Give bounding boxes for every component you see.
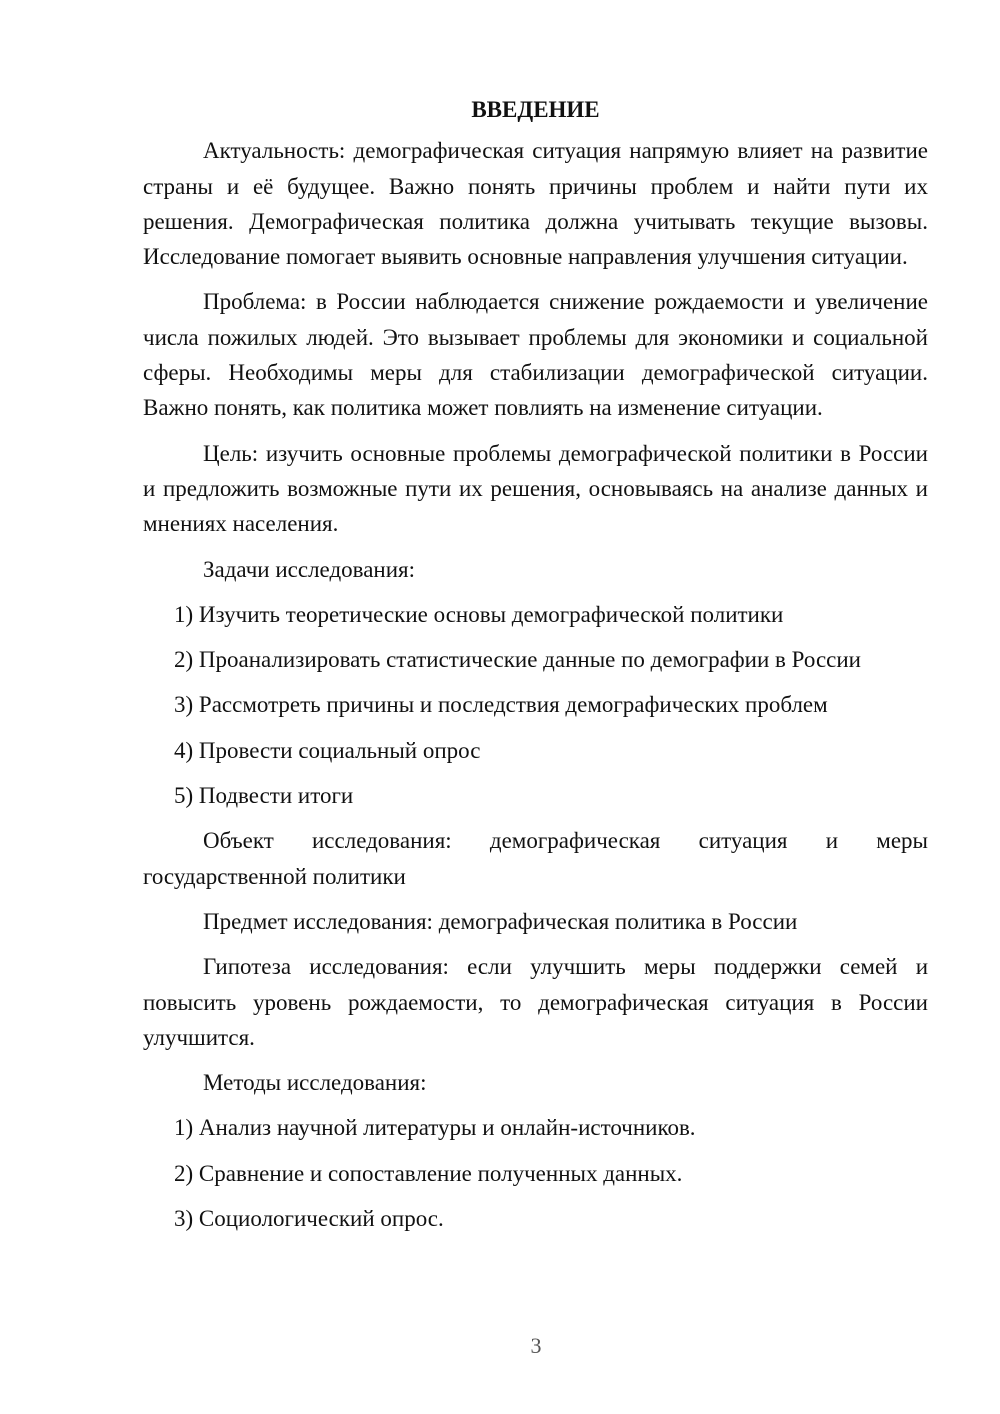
task-item: 4) Провести социальный опрос	[174, 737, 481, 763]
relevance-paragraph: Актуальность: демографическая ситуация напрямую влияет на развитие страны и её будущее. Важно понять причины проблем и найти пути их решения. Демографическая политика должна учитывать текущие вызовы. Исследование помогает выявить основные направления улучшения ситуации.	[143, 138, 928, 270]
methods-heading: Методы исследования:	[203, 1070, 427, 1096]
method-item: 3) Социологический опрос.	[174, 1206, 444, 1232]
object-paragraph: Объект исследования: демографическая ситуация и меры государственной политики	[143, 828, 928, 889]
task-item: 3) Рассмотреть причины и последствия демографических проблем	[174, 692, 828, 718]
hypothesis-paragraph: Гипотеза исследования: если улучшить меры поддержки семей и повысить уровень рождаемости, то демографическая ситуация в России улучшится.	[143, 954, 928, 1050]
task-item: 5) Подвести итоги	[174, 783, 354, 809]
page-number: 3	[530, 1333, 542, 1358]
method-item: 1) Анализ научной литературы и онлайн-источников.	[174, 1115, 696, 1141]
subject-paragraph: Предмет исследования: демографическая политика в России	[203, 908, 798, 934]
problem-paragraph: Проблема: в России наблюдается снижение рождаемости и увеличение числа пожилых людей. Это вызывает проблемы для экономики и социальной сферы. Необходимы меры для стабилизации демографической ситуации. Важно понять, как политика может повлиять на изменение ситуации.	[143, 289, 928, 421]
section-title: ВВЕДЕНИЕ	[471, 97, 600, 122]
tasks-heading: Задачи исследования:	[203, 556, 416, 582]
method-item: 2) Сравнение и сопоставление полученных данных.	[174, 1160, 683, 1186]
goal-paragraph: Цель: изучить основные проблемы демографической политики в России и предложить возможные пути их решения, основываясь на анализе данных и мнениях населения.	[143, 440, 928, 537]
task-item: 2) Проанализировать статистические данные по демографии в России	[174, 647, 861, 673]
document-body	[143, 92, 928, 1246]
task-item: 1) Изучить теоретические основы демографической политики	[174, 601, 784, 627]
